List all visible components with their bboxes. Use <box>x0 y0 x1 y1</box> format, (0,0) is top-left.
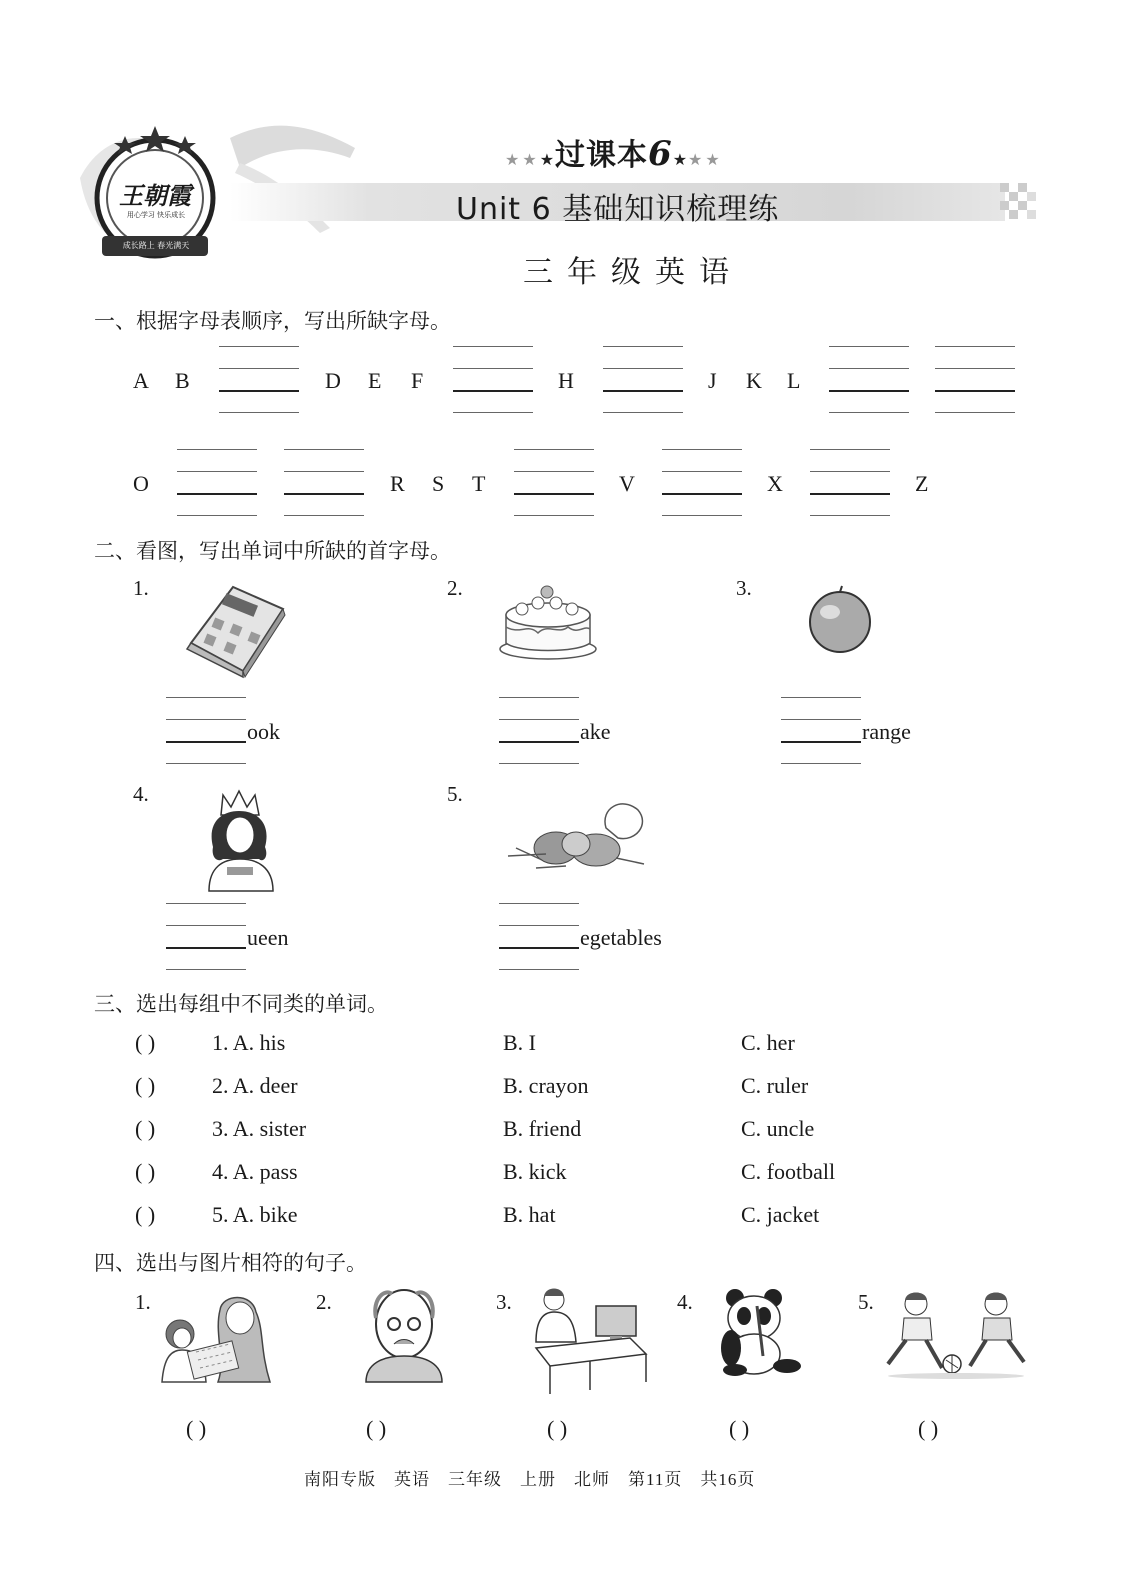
answer-paren[interactable]: ( ) <box>918 1416 939 1441</box>
letter: F <box>411 368 424 393</box>
item-number: 3. <box>736 576 752 600</box>
word-suffix: ake <box>580 719 611 744</box>
letter: S <box>432 471 445 496</box>
answer-paren[interactable]: ( ) <box>366 1416 387 1441</box>
panda-icon <box>717 1286 805 1376</box>
star-icon: ★ <box>672 150 689 169</box>
blank-grid[interactable] <box>935 346 1015 412</box>
star-icon: ★ <box>539 150 556 169</box>
blank-grid[interactable] <box>177 449 257 515</box>
answer-paren[interactable]: ( ) <box>135 1116 156 1141</box>
section2-title: 二、看图，写出单词中所缺的首字母。 <box>94 539 451 563</box>
option-c: C. football <box>741 1159 836 1184</box>
item-number: 2. <box>447 576 463 600</box>
item-number: 1. <box>133 576 149 600</box>
letter: K <box>746 368 762 393</box>
word-suffix: egetables <box>580 925 662 950</box>
answer-paren[interactable]: ( ) <box>729 1416 750 1441</box>
letter: X <box>767 471 783 496</box>
logo-slogan-2: 成长路上 春光满天 <box>122 241 190 250</box>
letter: O <box>133 471 149 496</box>
answer-paren[interactable]: ( ) <box>135 1202 156 1227</box>
answer-paren[interactable]: ( ) <box>135 1159 156 1184</box>
letter: V <box>619 471 635 496</box>
cake-icon <box>498 583 598 661</box>
item-number: 3. <box>496 1290 512 1314</box>
blank-grid[interactable] <box>810 449 890 515</box>
blank-grid[interactable] <box>453 346 533 412</box>
option-b: B. friend <box>503 1116 582 1141</box>
word-suffix: ueen <box>247 925 289 950</box>
letter: E <box>368 368 382 393</box>
item-number: 4. <box>677 1290 693 1314</box>
option-b: B. I <box>503 1030 536 1055</box>
word-suffix: ook <box>247 719 280 744</box>
option-a: 5. A. bike <box>212 1202 298 1227</box>
blank-grid[interactable] <box>284 449 364 515</box>
option-a: 4. A. pass <box>212 1159 298 1184</box>
blank-grid[interactable] <box>499 903 579 969</box>
letter: J <box>708 368 717 393</box>
blank-grid[interactable] <box>603 346 683 412</box>
series-title: ★★★过课本6★★★ <box>505 134 723 174</box>
option-c: C. uncle <box>741 1116 815 1141</box>
answer-paren[interactable]: ( ) <box>135 1073 156 1098</box>
orange-icon <box>806 584 874 654</box>
blank-grid[interactable] <box>166 697 246 763</box>
letter: A <box>133 368 149 393</box>
section3-title: 三、选出每组中不同类的单词。 <box>94 992 388 1016</box>
option-c: C. ruler <box>741 1073 809 1098</box>
page-footer: 南阳专版 英语 三年级 上册 北师 第11页 共16页 <box>304 1470 756 1489</box>
letter: R <box>390 471 405 496</box>
blank-grid[interactable] <box>662 449 742 515</box>
letter: T <box>472 471 486 496</box>
answer-paren[interactable]: ( ) <box>186 1416 207 1441</box>
blank-grid[interactable] <box>829 346 909 412</box>
letter: D <box>325 368 341 393</box>
unit-title: Unit 6 基础知识梳理练 <box>456 192 780 227</box>
man-at-computer-icon <box>530 1286 648 1396</box>
logo-name: 王朝霞 <box>119 182 191 210</box>
grandpa-icon <box>362 1284 446 1382</box>
section4-title: 四、选出与图片相符的句子。 <box>94 1251 367 1275</box>
blank-grid[interactable] <box>166 903 246 969</box>
item-number: 5. <box>447 782 463 806</box>
answer-paren[interactable]: ( ) <box>135 1030 156 1055</box>
checker-decoration-icon <box>1000 183 1036 221</box>
section1-title: 一、根据字母表顺序，写出所缺字母。 <box>94 309 451 333</box>
grade-title: 三年级英语 <box>523 255 743 290</box>
option-a: 3. A. sister <box>212 1116 307 1141</box>
option-c: C. jacket <box>741 1202 820 1227</box>
queen-icon <box>203 787 283 893</box>
letter: B <box>175 368 190 393</box>
option-b: B. hat <box>503 1202 556 1227</box>
letter: L <box>787 368 801 393</box>
star-icon: ★★ <box>688 150 723 169</box>
letter: Z <box>915 471 929 496</box>
blank-grid[interactable] <box>514 449 594 515</box>
item-number: 2. <box>316 1290 332 1314</box>
blank-grid[interactable] <box>219 346 299 412</box>
blank-grid[interactable] <box>781 697 861 763</box>
option-b: B. kick <box>503 1159 567 1184</box>
star-icon: ★★ <box>505 150 540 169</box>
item-number: 4. <box>133 782 149 806</box>
blank-grid[interactable] <box>499 697 579 763</box>
option-c: C. her <box>741 1030 795 1055</box>
option-b: B. crayon <box>503 1073 589 1098</box>
option-a: 2. A. deer <box>212 1073 298 1098</box>
boys-playing-football-icon <box>886 1290 1028 1380</box>
item-number: 5. <box>858 1290 874 1314</box>
book-icon <box>183 585 288 675</box>
logo-slogan-1: 用心学习 快乐成长 <box>126 211 186 219</box>
answer-paren[interactable]: ( ) <box>547 1416 568 1441</box>
letter: H <box>558 368 574 393</box>
word-suffix: range <box>862 719 911 744</box>
item-number: 1. <box>135 1290 151 1314</box>
vegetables-icon <box>506 798 646 878</box>
option-a: 1. A. his <box>212 1030 286 1055</box>
girl-with-grandpa-icon <box>160 1290 275 1385</box>
